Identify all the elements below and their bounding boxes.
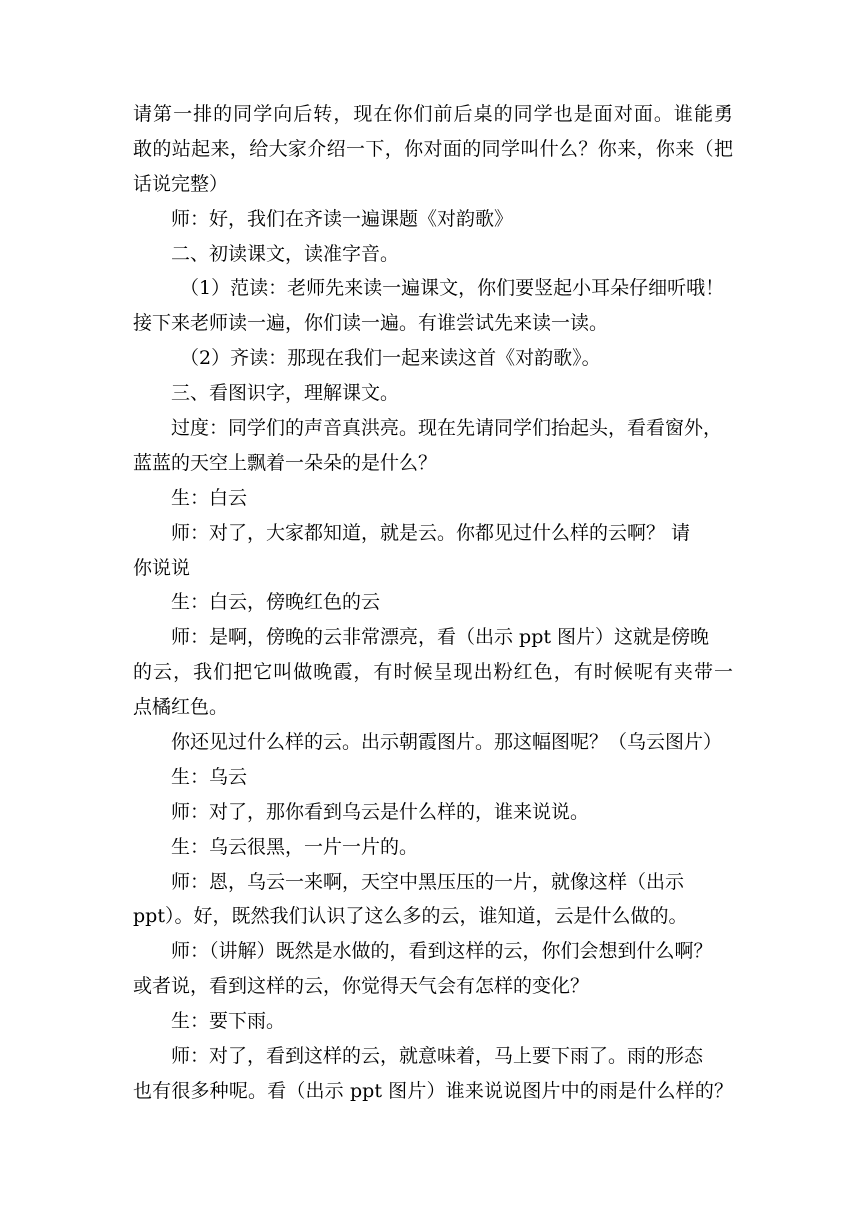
paragraph-line: 话说完整） [133, 172, 229, 195]
paragraph-line: 师：对了，那你看到乌云是什么样的，谁来说说。 [171, 800, 590, 823]
paragraph-line: 蓝蓝的天空上飘着一朵朵的是什么？ [133, 451, 438, 474]
paragraph-line: （2）齐读：那现在我们一起来读这首《对韵歌》。 [180, 347, 601, 370]
paragraph-line: ppt）。好，既然我们认识了这么多的云，谁知道，云是什么做的。 [133, 905, 688, 928]
section-heading: 二、初读课文，读准字音。 [171, 242, 400, 265]
paragraph-line: 的云，我们把它叫做晚霞，有时候呈现出粉红色，有时候呢有夹带一 [133, 661, 733, 684]
paragraph-line: 生：白云 [171, 486, 248, 509]
paragraph-line: 生：乌云很黑，一片一片的。 [171, 835, 419, 858]
paragraph-line: 接下来老师读一遍，你们读一遍。有谁尝试先来读一读。 [133, 312, 609, 335]
paragraph-line: 过度：同学们的声音真洪亮。现在先请同学们抬起头，看看窗外， [171, 417, 723, 440]
document-page [133, 97, 733, 1109]
paragraph-line: 师：好，我们在齐读一遍课题《对韵歌》 [171, 207, 514, 230]
paragraph-line: 生：白云，傍晚红色的云 [171, 591, 381, 614]
paragraph-line: 请第一排的同学向后转，现在你们前后桌的同学也是面对面。谁能勇 [133, 103, 733, 125]
paragraph-line: 师：对了，大家都知道，就是云。你都见过什么样的云啊？ 请 [171, 521, 691, 544]
paragraph-line: 你说说 [133, 556, 191, 579]
paragraph-line: （1）范读：老师先来读一遍课文，你们要竖起小耳朵仔细听哦！ [180, 277, 725, 300]
paragraph-line: 点橘红色。 [133, 696, 229, 719]
paragraph-line: 师：对了，看到这样的云，就意味着，马上要下雨了。雨的形态 [171, 1045, 704, 1068]
paragraph-line: 生：乌云 [171, 765, 248, 788]
paragraph-line: 师：（讲解）既然是水做的，看到这样的云，你们会想到什么啊？ [171, 940, 713, 963]
paragraph-line: 生：要下雨。 [171, 1010, 286, 1033]
section-heading: 三、看图识字，理解课文。 [171, 382, 400, 405]
paragraph-line: 师：是啊，傍晚的云非常漂亮，看（出示 ppt 图片）这就是傍晚 [171, 626, 710, 649]
paragraph-line: 敢的站起来，给大家介绍一下，你对面的同学叫什么？你来，你来（把 [133, 137, 733, 160]
paragraph-line: 师：恩，乌云一来啊，天空中黑压压的一片，就像这样（出示 [171, 870, 685, 893]
paragraph-line: 或者说，看到这样的云，你觉得天气会有怎样的变化？ [133, 975, 590, 998]
paragraph-line: 也有很多种呢。看（出示 ppt 图片）谁来说说图片中的雨是什么样的？ [133, 1079, 733, 1102]
paragraph-line: 你还见过什么样的云。出示朝霞图片。那这幅图呢？（乌云图片） [171, 731, 723, 754]
